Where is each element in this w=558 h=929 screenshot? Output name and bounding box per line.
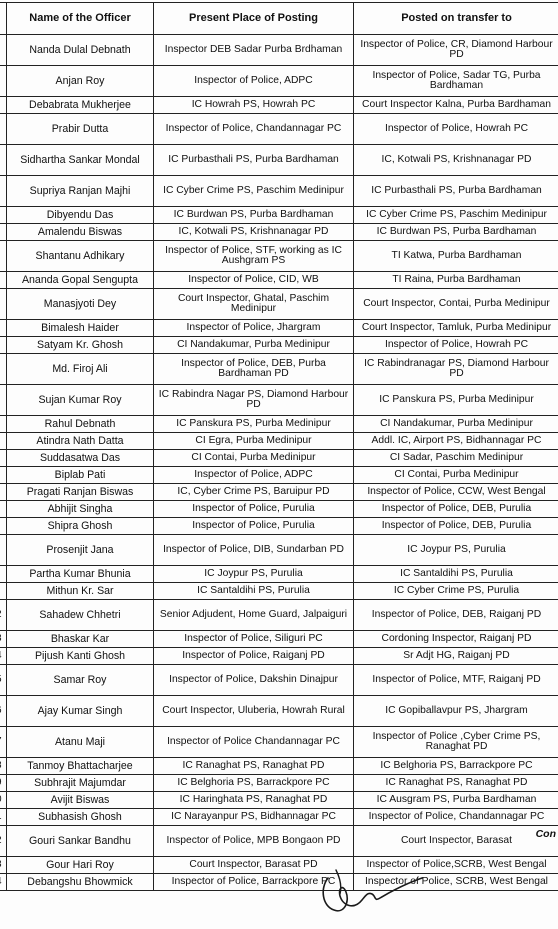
cell-transfer-posting: Court Inspector, Barasat [354,826,558,857]
cell-present-posting: Court Inspector, Barasat PD [154,857,354,874]
cell-officer-name: Abhijit Singha [7,501,154,518]
table-row [0,467,558,484]
table-row [0,631,558,648]
cell-transfer-posting: Inspector of Police, Chandannagar PC [354,809,558,826]
cell-transfer-posting: Inspector of Police, Howrah PC [354,114,558,145]
cell-officer-name: Bimalesh Haider [7,320,154,337]
cell-present-posting: IC, Kotwali PS, Krishnanagar PD [154,224,354,241]
table-row [0,566,558,583]
table-row [0,416,558,433]
table-row [0,792,558,809]
cell-officer-name: Sahadew Chhetri [7,600,154,631]
cell-transfer-posting: Inspector of Police, MTF, Raiganj PD [354,665,558,696]
table-row [0,385,558,416]
cell-present-posting: Inspector of Police, Chandannagar PC [154,114,354,145]
table-header-row [0,3,558,35]
table-row [0,874,558,891]
table-row [0,35,558,66]
cell-transfer-posting: TI Raina, Purba Bardhaman [354,272,558,289]
cell-officer-name: Partha Kumar Bhunia [7,566,154,583]
cell-officer-name: Avijit Biswas [7,792,154,809]
cell-present-posting: IC Narayanpur PS, Bidhannagar PC [154,809,354,826]
cell-officer-name: Satyam Kr. Ghosh [7,337,154,354]
cell-transfer-posting: IC Burdwan PS, Purba Bardhaman [354,224,558,241]
cell-present-posting: IC Belghoria PS, Barrackpore PC [154,775,354,792]
cell-transfer-posting: Inspector of Police, DEB, Purulia [354,518,558,535]
cell-present-posting: IC Joypur PS, Purulia [154,566,354,583]
header-officer-name: Name of the Officer [7,3,154,35]
table-row [0,665,558,696]
cell-present-posting: IC Haringhata PS, Ranaghat PD [154,792,354,809]
cell-present-posting: Inspector of Police, MPB Bongaon PD [154,826,354,857]
cell-transfer-posting: CI Contai, Purba Medinipur [354,467,558,484]
cell-present-posting: IC Panskura PS, Purba Medinipur [154,416,354,433]
table-row [0,241,558,272]
cell-present-posting: CI Egra, Purba Medinipur [154,433,354,450]
table-row [0,826,558,857]
cell-officer-name: Atanu Maji [7,727,154,758]
continued-label: Con [535,828,556,840]
cell-transfer-posting: Court Inspector, Contai, Purba Medinipur [354,289,558,320]
cell-present-posting: Inspector of Police, ADPC [154,66,354,97]
table-row [0,600,558,631]
cell-transfer-posting: Addl. IC, Airport PS, Bidhannagar PC [354,433,558,450]
cell-present-posting: CI Contai, Purba Medinipur [154,450,354,467]
cell-officer-name: Pragati Ranjan Biswas [7,484,154,501]
cell-officer-name: Rahul Debnath [7,416,154,433]
cell-officer-name: Ajay Kumar Singh [7,696,154,727]
header-transfer-posting: Posted on transfer to [354,3,558,35]
table-row [0,176,558,207]
cell-present-posting: IC Purbasthali PS, Purba Bardhaman [154,145,354,176]
table-row [0,289,558,320]
table-row [0,320,558,337]
cell-officer-name: Debangshu Bhowmick [7,874,154,891]
cell-officer-name: Mithun Kr. Sar [7,583,154,600]
cell-transfer-posting: Inspector of Police, SCRB, West Bengal [354,874,558,891]
cell-officer-name: Dibyendu Das [7,207,154,224]
table-row [0,484,558,501]
table-row [0,207,558,224]
cell-present-posting: Inspector of Police, Dakshin Dinajpur [154,665,354,696]
cell-transfer-posting: Inspector of Police, CR, Diamond Harbour PD [354,35,558,66]
cell-transfer-posting: IC Purbasthali PS, Purba Bardhaman [354,176,558,207]
cell-present-posting: CI Nandakumar, Purba Medinipur [154,337,354,354]
cell-transfer-posting: Inspector of Police, Howrah PC [354,337,558,354]
cell-transfer-posting: Sr Adjt HG, Raiganj PD [354,648,558,665]
cell-present-posting: Inspector of Police, DIB, Sundarban PD [154,535,354,566]
cell-present-posting: Inspector of Police, Purulia [154,518,354,535]
table-row [0,272,558,289]
cell-present-posting: Inspector of Police, CID, WB [154,272,354,289]
cell-transfer-posting: Court Inspector Kalna, Purba Bardhaman [354,97,558,114]
cell-officer-name: Atindra Nath Datta [7,433,154,450]
table-row [0,535,558,566]
cell-officer-name: Subhasish Ghosh [7,809,154,826]
cell-transfer-posting: CI Sadar, Paschim Medinipur [354,450,558,467]
cell-officer-name: Md. Firoj Ali [7,354,154,385]
cell-transfer-posting: IC Gopiballavpur PS, Jhargram [354,696,558,727]
cell-present-posting: Inspector of Police Chandannagar PC [154,727,354,758]
cell-transfer-posting: Court Inspector, Tamluk, Purba Medinipur [354,320,558,337]
table-row [0,224,558,241]
cell-officer-name: Debabrata Mukherjee [7,97,154,114]
cell-officer-name: Nanda Dulal Debnath [7,35,154,66]
table-row [0,648,558,665]
signature-icon [310,848,430,918]
cell-officer-name: Suddasatwa Das [7,450,154,467]
transfer-table [0,2,558,891]
cell-present-posting: IC Burdwan PS, Purba Bardhaman [154,207,354,224]
cell-present-posting: Inspector of Police, ADPC [154,467,354,484]
table-row [0,857,558,874]
cell-officer-name: Supriya Ranjan Majhi [7,176,154,207]
cell-transfer-posting: IC, Kotwali PS, Krishnanagar PD [354,145,558,176]
table-row [0,809,558,826]
cell-officer-name: Subhrajit Majumdar [7,775,154,792]
table-row [0,66,558,97]
cell-present-posting: Inspector of Police, DEB, Purba Bardhaman PD [154,354,354,385]
table-row [0,354,558,385]
cell-officer-name: Manasjyoti Dey [7,289,154,320]
cell-present-posting: Senior Adjudent, Home Guard, Jalpaiguri [154,600,354,631]
cell-transfer-posting: CI Nandakumar, Purba Medinipur [354,416,558,433]
cell-present-posting: Inspector of Police, STF, working as IC Aushgram PS [154,241,354,272]
cell-officer-name: Gouri Sankar Bandhu [7,826,154,857]
cell-present-posting: IC Howrah PS, Howrah PC [154,97,354,114]
cell-officer-name: Tanmoy Bhattacharjee [7,758,154,775]
cell-present-posting: IC Santaldihi PS, Purulia [154,583,354,600]
cell-present-posting: Inspector of Police, Raiganj PD [154,648,354,665]
cell-officer-name: Shipra Ghosh [7,518,154,535]
cell-officer-name: Prosenjit Jana [7,535,154,566]
cell-officer-name: Anjan Roy [7,66,154,97]
table-row [0,696,558,727]
cell-officer-name: Pijush Kanti Ghosh [7,648,154,665]
cell-transfer-posting: Cordoning Inspector, Raiganj PD [354,631,558,648]
table-row [0,114,558,145]
cell-transfer-posting: Inspector of Police, Sadar TG, Purba Bardhaman [354,66,558,97]
cell-transfer-posting: Inspector of Police ,Cyber Crime PS, Ranaghat PD [354,727,558,758]
cell-officer-name: Bhaskar Kar [7,631,154,648]
cell-transfer-posting: Inspector of Police, CCW, West Bengal [354,484,558,501]
cell-present-posting: Court Inspector, Uluberia, Howrah Rural [154,696,354,727]
cell-present-posting: Inspector of Police, Siliguri PC [154,631,354,648]
table-row [0,758,558,775]
table-row [0,450,558,467]
table-row [0,145,558,176]
cell-officer-name: Gour Hari Roy [7,857,154,874]
table-row [0,727,558,758]
cell-present-posting: IC Ranaghat PS, Ranaghat PD [154,758,354,775]
cell-transfer-posting: IC Belghoria PS, Barrackpore PC [354,758,558,775]
cell-present-posting: Court Inspector, Ghatal, Paschim Medinipur [154,289,354,320]
cell-officer-name: Sujan Kumar Roy [7,385,154,416]
cell-present-posting: IC, Cyber Crime PS, Baruipur PD [154,484,354,501]
cell-present-posting: Inspector of Police, Purulia [154,501,354,518]
cell-transfer-posting: IC Joypur PS, Purulia [354,535,558,566]
header-present-posting: Present Place of Posting [154,3,354,35]
table-row [0,583,558,600]
cell-present-posting: IC Rabindra Nagar PS, Diamond Harbour PD [154,385,354,416]
cell-present-posting: Inspector of Police, Jhargram [154,320,354,337]
table-row [0,433,558,450]
cell-transfer-posting: IC Cyber Crime PS, Purulia [354,583,558,600]
cell-present-posting: Inspector of Police, Barrackpore PC [154,874,354,891]
cell-transfer-posting: IC Ausgram PS, Purba Bardhaman [354,792,558,809]
cell-transfer-posting: IC Ranaghat PS, Ranaghat PD [354,775,558,792]
table-row [0,501,558,518]
cell-transfer-posting: Inspector of Police,SCRB, West Bengal [354,857,558,874]
cell-transfer-posting: IC Santaldihi PS, Purulia [354,566,558,583]
table-row [0,97,558,114]
table-row [0,518,558,535]
table-row [0,337,558,354]
cell-present-posting: IC Cyber Crime PS, Paschim Medinipur [154,176,354,207]
cell-transfer-posting: IC Cyber Crime PS, Paschim Medinipur [354,207,558,224]
cell-transfer-posting: Inspector of Police, DEB, Purulia [354,501,558,518]
cell-officer-name: Sidhartha Sankar Mondal [7,145,154,176]
cell-officer-name: Samar Roy [7,665,154,696]
table-row [0,775,558,792]
cell-present-posting: Inspector DEB Sadar Purba Brdhaman [154,35,354,66]
cell-officer-name: Amalendu Biswas [7,224,154,241]
cell-transfer-posting: Inspector of Police, DEB, Raiganj PD [354,600,558,631]
cell-officer-name: Ananda Gopal Sengupta [7,272,154,289]
cell-transfer-posting: IC Panskura PS, Purba Medinipur [354,385,558,416]
cell-transfer-posting: IC Rabindranagar PS, Diamond Harbour PD [354,354,558,385]
cell-officer-name: Shantanu Adhikary [7,241,154,272]
cell-officer-name: Biplab Pati [7,467,154,484]
cell-officer-name: Prabir Dutta [7,114,154,145]
cell-transfer-posting: TI Katwa, Purba Bardhaman [354,241,558,272]
